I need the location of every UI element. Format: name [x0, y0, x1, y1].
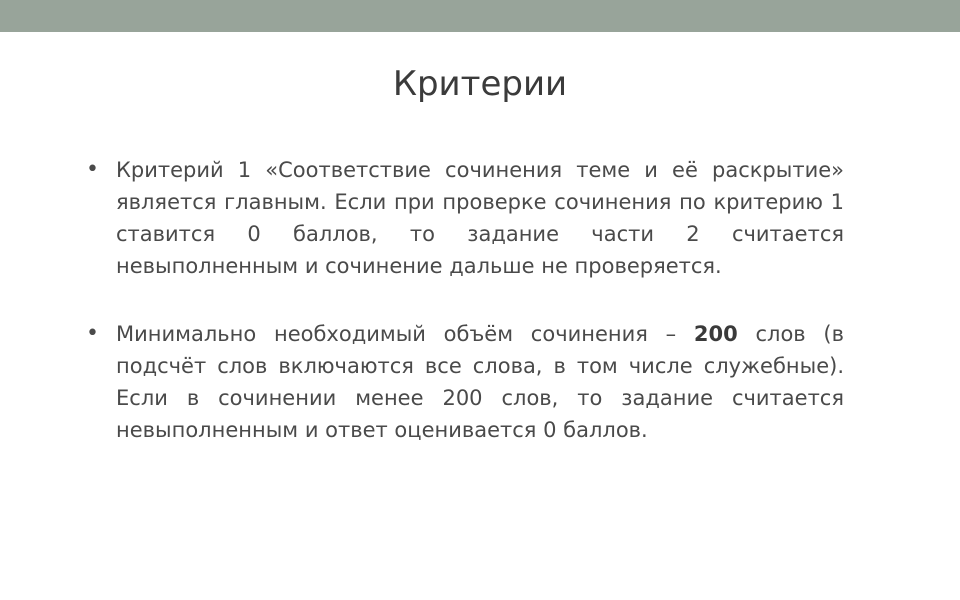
bullet-text-part-before: Минимально необходимый объём сочинения –: [116, 322, 694, 346]
bullet-item-min-volume: [84, 318, 844, 446]
bullet-text-part-after: слов (в подсчёт слов включаются все слова, в том числе служебные). Если в сочинении менее 200 слов, то задание считается невыполненным и ответ оценивается 0 баллов.: [116, 322, 844, 442]
bullet-dot-icon: •: [86, 321, 99, 346]
slide-title: Критерии: [392, 64, 568, 104]
top-accent-bar: [0, 0, 960, 32]
bullet-list: [84, 154, 844, 482]
bullet-text-min-volume: [116, 318, 844, 446]
bullet-item-criterion-1: [84, 154, 844, 282]
bullet-dot-icon: •: [86, 157, 99, 182]
highlighted-word-count: 200: [693, 322, 738, 346]
bullet-text-criterion-1: Критерий 1 «Соответствие сочинения теме и её раскрытие» является главным. Если при проверке сочинения по критерию 1 ставится 0 баллов, то задание части 2 считается невыполненным и сочинение дальше не проверяется.: [116, 158, 844, 278]
